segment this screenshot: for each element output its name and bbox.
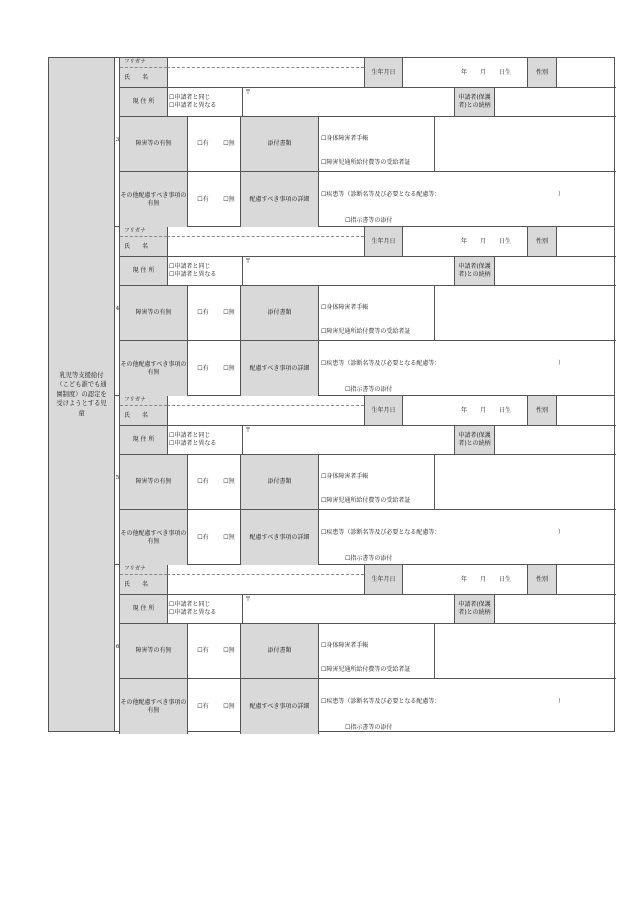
address-label: 現 住 所 [120,425,167,454]
year-label: 年 [461,576,468,583]
disability-yes-checkbox[interactable]: ☐有 [187,623,218,678]
care-details-list [318,678,616,734]
sex-label: 性別 [527,565,556,594]
postal-mark: 〒 [245,427,252,434]
disability-no-checkbox[interactable]: ☐無 [218,116,240,171]
disability-yes-checkbox[interactable]: ☐有 [187,454,218,509]
relation-input[interactable] [494,425,616,454]
address-input[interactable] [242,87,454,116]
furigana-label: フリガナ [120,396,167,405]
disability-label: 障害等の有無 [120,285,187,340]
care-line-text: ☐指示書等の添付 [321,723,393,731]
care-details-label: 配慮すべき事項の詳細 [240,171,318,227]
birthdate-input[interactable] [402,396,527,425]
doc-checkbox[interactable]: ☐身体障害者手帳 [321,304,369,311]
care-line-close: ） [558,529,565,536]
child-number: 3 [115,137,120,143]
address-options[interactable] [167,594,242,623]
birthdate-label: 生年月日 [364,565,402,594]
name-label: 氏 名 [120,574,167,594]
furigana-input[interactable] [167,227,364,236]
other-care-no-checkbox[interactable]: ☐無 [218,171,240,227]
name-label: 氏 名 [120,405,167,425]
attached-docs-list [318,623,434,678]
attached-docs-label: 添付書類 [240,285,318,340]
birthdate-label: 生年月日 [364,227,402,256]
furigana-label: フリガナ [120,227,167,236]
section-label: 乳児等支援給付（こども誰でも通園制度）の認定を受けようとする児童 [56,371,107,417]
birthdate-input[interactable] [402,58,527,87]
care-line-text: ☐指示書等の添付 [321,554,393,562]
doc-checkbox[interactable]: ☐身体障害者手帳 [321,473,369,480]
year-label: 年 [461,238,468,245]
care-line[interactable] [321,697,616,707]
postal-mark: 〒 [245,89,252,96]
sex-label: 性別 [527,396,556,425]
relation-label: 申請者(保護者)との続柄 [454,594,494,623]
child-block-5 [115,396,614,565]
care-line-text: ☐疾患等（診断名等及び必要となる配慮等： [321,191,441,198]
relation-label: 申請者(保護者)との続柄 [454,256,494,285]
care-details-list [318,509,616,565]
sex-input[interactable] [556,227,616,256]
furigana-label: フリガナ [120,58,167,67]
disability-label: 障害等の有無 [120,454,187,509]
furigana-input[interactable] [167,396,364,405]
other-care-yes-checkbox[interactable]: ☐有 [187,340,218,396]
postal-mark: 〒 [245,596,252,603]
disability-label: 障害等の有無 [120,116,187,171]
child-block-3 [115,58,614,227]
day-label: 日生 [499,69,512,76]
furigana-input[interactable] [167,565,364,574]
other-care-label: その他配慮すべき事項の有無 [120,340,187,396]
care-line-text: ☐指示書等の添付 [321,216,393,224]
address-options[interactable] [167,256,242,285]
name-input[interactable] [167,67,364,87]
other-care-yes-checkbox[interactable]: ☐有 [187,678,218,734]
disability-no-checkbox[interactable]: ☐無 [218,623,240,678]
care-line-text: ☐疾患等（診断名等及び必要となる配慮等： [321,529,441,536]
disability-label: 障害等の有無 [120,623,187,678]
child-number: 4 [115,306,120,312]
address-different-checkbox[interactable]: ☐申請者と異なる [169,609,217,616]
sex-input[interactable] [556,58,616,87]
month-label: 月 [480,238,487,245]
attached-docs-blank [434,116,616,171]
other-care-label: その他配慮すべき事項の有無 [120,678,187,734]
year-label: 年 [461,69,468,76]
other-care-yes-checkbox[interactable]: ☐有 [187,509,218,565]
address-different-checkbox[interactable]: ☐申請者と異なる [169,440,217,447]
care-line[interactable] [321,190,616,200]
care-details-list [318,171,616,227]
address-same-checkbox[interactable]: ☐申請者と同じ [169,263,211,270]
care-details-label: 配慮すべき事項の詳細 [240,678,318,734]
care-line-text: ☐指示書等の添付 [321,385,393,393]
furigana-input[interactable] [167,58,364,67]
day-label: 日生 [499,576,512,583]
furigana-label: フリガナ [120,565,167,574]
care-details-label: 配慮すべき事項の詳細 [240,509,318,565]
care-line-text: ☐疾患等（診断名等及び必要となる配慮等： [321,698,441,705]
address-label: 現 住 所 [120,87,167,116]
attached-docs-list [318,116,434,171]
birthdate-label: 生年月日 [364,58,402,87]
address-same-checkbox[interactable]: ☐申請者と同じ [169,432,211,439]
month-label: 月 [480,576,487,583]
care-details-label: 配慮すべき事項の詳細 [240,340,318,396]
care-line-close: ） [558,360,565,367]
child-blocks [115,58,614,731]
address-options[interactable] [167,425,242,454]
day-label: 日生 [499,238,512,245]
doc-checkbox[interactable]: ☐障害児通所給付費等の受給者証 [321,665,411,673]
attached-docs-label: 添付書類 [240,623,318,678]
attached-docs-blank [434,285,616,340]
address-options[interactable] [167,87,242,116]
month-label: 月 [480,407,487,414]
relation-label: 申請者(保護者)との続柄 [454,87,494,116]
child-form-table [48,57,615,732]
other-care-no-checkbox[interactable]: ☐無 [218,509,240,565]
care-line-close: ） [558,698,565,705]
care-line[interactable] [321,528,616,538]
relation-label: 申請者(保護者)との続柄 [454,425,494,454]
other-care-label: その他配慮すべき事項の有無 [120,171,187,227]
other-care-label: その他配慮すべき事項の有無 [120,509,187,565]
child-block-6 [115,565,614,734]
doc-checkbox[interactable]: ☐障害児通所給付費等の受給者証 [321,158,411,166]
other-care-yes-checkbox[interactable]: ☐有 [187,171,218,227]
relation-input[interactable] [494,256,616,285]
doc-checkbox[interactable]: ☐身体障害者手帳 [321,135,369,142]
attached-docs-list [318,454,434,509]
name-input[interactable] [167,236,364,256]
sex-label: 性別 [527,58,556,87]
disability-yes-checkbox[interactable]: ☐有 [187,285,218,340]
month-label: 月 [480,69,487,76]
attached-docs-label: 添付書類 [240,454,318,509]
disability-no-checkbox[interactable]: ☐無 [218,285,240,340]
birthdate-label: 生年月日 [364,396,402,425]
address-different-checkbox[interactable]: ☐申請者と異なる [169,271,217,278]
doc-checkbox[interactable]: ☐障害児通所給付費等の受給者証 [321,327,411,335]
care-details-list [318,340,616,396]
other-care-no-checkbox[interactable]: ☐無 [218,678,240,734]
address-label: 現 住 所 [120,256,167,285]
care-line[interactable] [321,359,616,369]
care-line[interactable] [321,723,616,733]
disability-yes-checkbox[interactable]: ☐有 [187,116,218,171]
child-number: 6 [115,644,120,650]
name-input[interactable] [167,405,364,425]
sex-label: 性別 [527,227,556,256]
birthdate-input[interactable] [402,227,527,256]
child-block-4 [115,227,614,396]
attached-docs-blank [434,623,616,678]
address-same-checkbox[interactable]: ☐申請者と同じ [169,94,211,101]
address-input[interactable] [242,256,454,285]
address-same-checkbox[interactable]: ☐申請者と同じ [169,601,211,608]
relation-input[interactable] [494,594,616,623]
birthdate-input[interactable] [402,565,527,594]
address-input[interactable] [242,425,454,454]
sex-input[interactable] [556,396,616,425]
care-line[interactable] [321,216,616,226]
other-care-no-checkbox[interactable]: ☐無 [218,340,240,396]
day-label: 日生 [499,407,512,414]
address-label: 現 住 所 [120,594,167,623]
attached-docs-blank [434,454,616,509]
name-label: 氏 名 [120,236,167,256]
year-label: 年 [461,407,468,414]
care-line-text: ☐疾患等（診断名等及び必要となる配慮等： [321,360,441,367]
attached-docs-list [318,285,434,340]
name-input[interactable] [167,574,364,594]
care-line[interactable] [321,554,616,564]
care-line[interactable] [321,385,616,395]
care-line-close: ） [558,191,565,198]
section-label-cell [49,58,115,731]
relation-input[interactable] [494,87,616,116]
address-input[interactable] [242,594,454,623]
child-number: 5 [115,475,120,481]
disability-no-checkbox[interactable]: ☐無 [218,454,240,509]
doc-checkbox[interactable]: ☐障害児通所給付費等の受給者証 [321,496,411,504]
address-different-checkbox[interactable]: ☐申請者と異なる [169,102,217,109]
postal-mark: 〒 [245,258,252,265]
sex-input[interactable] [556,565,616,594]
doc-checkbox[interactable]: ☐身体障害者手帳 [321,642,369,649]
attached-docs-label: 添付書類 [240,116,318,171]
name-label: 氏 名 [120,67,167,87]
